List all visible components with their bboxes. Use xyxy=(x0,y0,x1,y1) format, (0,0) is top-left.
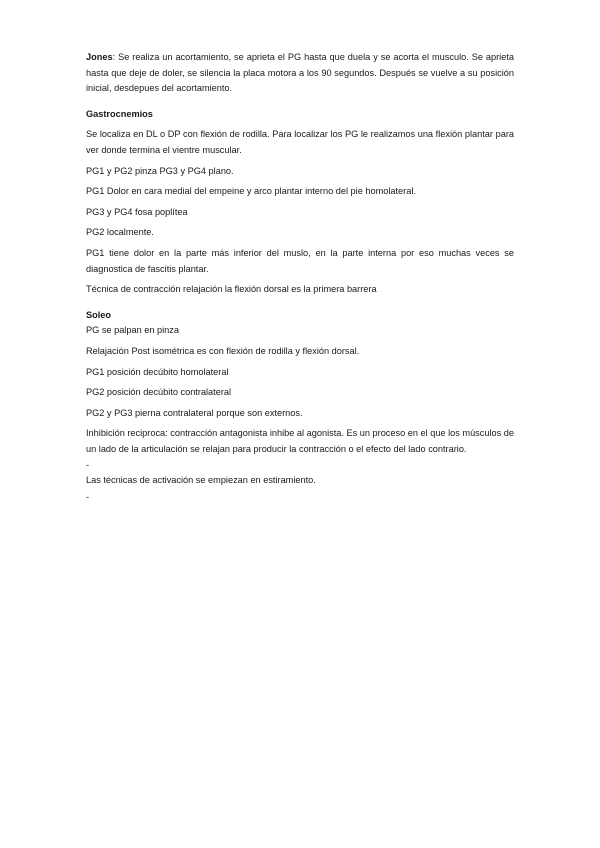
soleo-paragraph: Relajación Post isométrica es con flexión de rodilla y flexión dorsal. xyxy=(86,345,360,356)
soleo-paragraph: PG se palpan en pinza xyxy=(86,325,179,336)
gastrocnemios-paragraph: PG1 y PG2 pinza PG3 y PG4 plano. xyxy=(86,165,234,176)
jones-text: : Se realiza un acortamiento, se aprieta el PG hasta que duela y se acorta el musculo. Se aprieta hasta que deje de doler, se silencia la placa motora a los 90 segundos. Después se vuelve a su posición inicial, desdepues del acortamiento. xyxy=(86,52,514,94)
soleo-paragraph: PG2 y PG3 pierna contralateral porque son externos. xyxy=(86,407,303,418)
activation-paragraph: Las técnicas de activación se empiezan en estiramiento. xyxy=(86,475,316,486)
soleo-heading: Soleo xyxy=(86,309,112,320)
gastrocnemios-paragraph: PG1 Dolor en cara medial del empeine y arco plantar interno del pie homolateral. xyxy=(86,186,416,197)
soleo-paragraph: PG2 posición decúbito contralateral xyxy=(86,387,232,398)
gastrocnemios-paragraph: PG1 tiene dolor en la parte más inferior del muslo, en la parte interna por eso muchas veces se diagnostica de fascitis plantar. xyxy=(86,247,514,274)
soleo-paragraph: Inhibición reciproca: contracción antagonista inhibe al agonista. Es un proceso en el que los músculos de un lado de la articulación se relajan para producir la contracción o el efecto del lado contrario. xyxy=(86,428,514,454)
document-page xyxy=(86,50,514,505)
gastrocnemios-heading: Gastrocnemios xyxy=(86,108,153,119)
jones-term: Jones xyxy=(86,52,113,62)
separator-dash: - xyxy=(86,492,90,503)
gastrocnemios-paragraph: PG2 localmente. xyxy=(86,227,154,238)
soleo-paragraph: PG1 posición decúbito homolateral xyxy=(86,366,229,377)
separator-dash: - xyxy=(86,460,90,471)
gastrocnemios-paragraph: PG3 y PG4 fosa poplítea xyxy=(86,206,188,217)
gastrocnemios-paragraph: Técnica de contracción relajación la flexión dorsal es la primera barrera xyxy=(86,284,377,295)
gastrocnemios-paragraph: Se localiza en DL o DP con flexión de rodilla. Para localizar los PG le realizamos una flexión plantar para ver donde termina el vientre muscular. xyxy=(86,129,514,155)
jones-paragraph xyxy=(86,50,514,97)
